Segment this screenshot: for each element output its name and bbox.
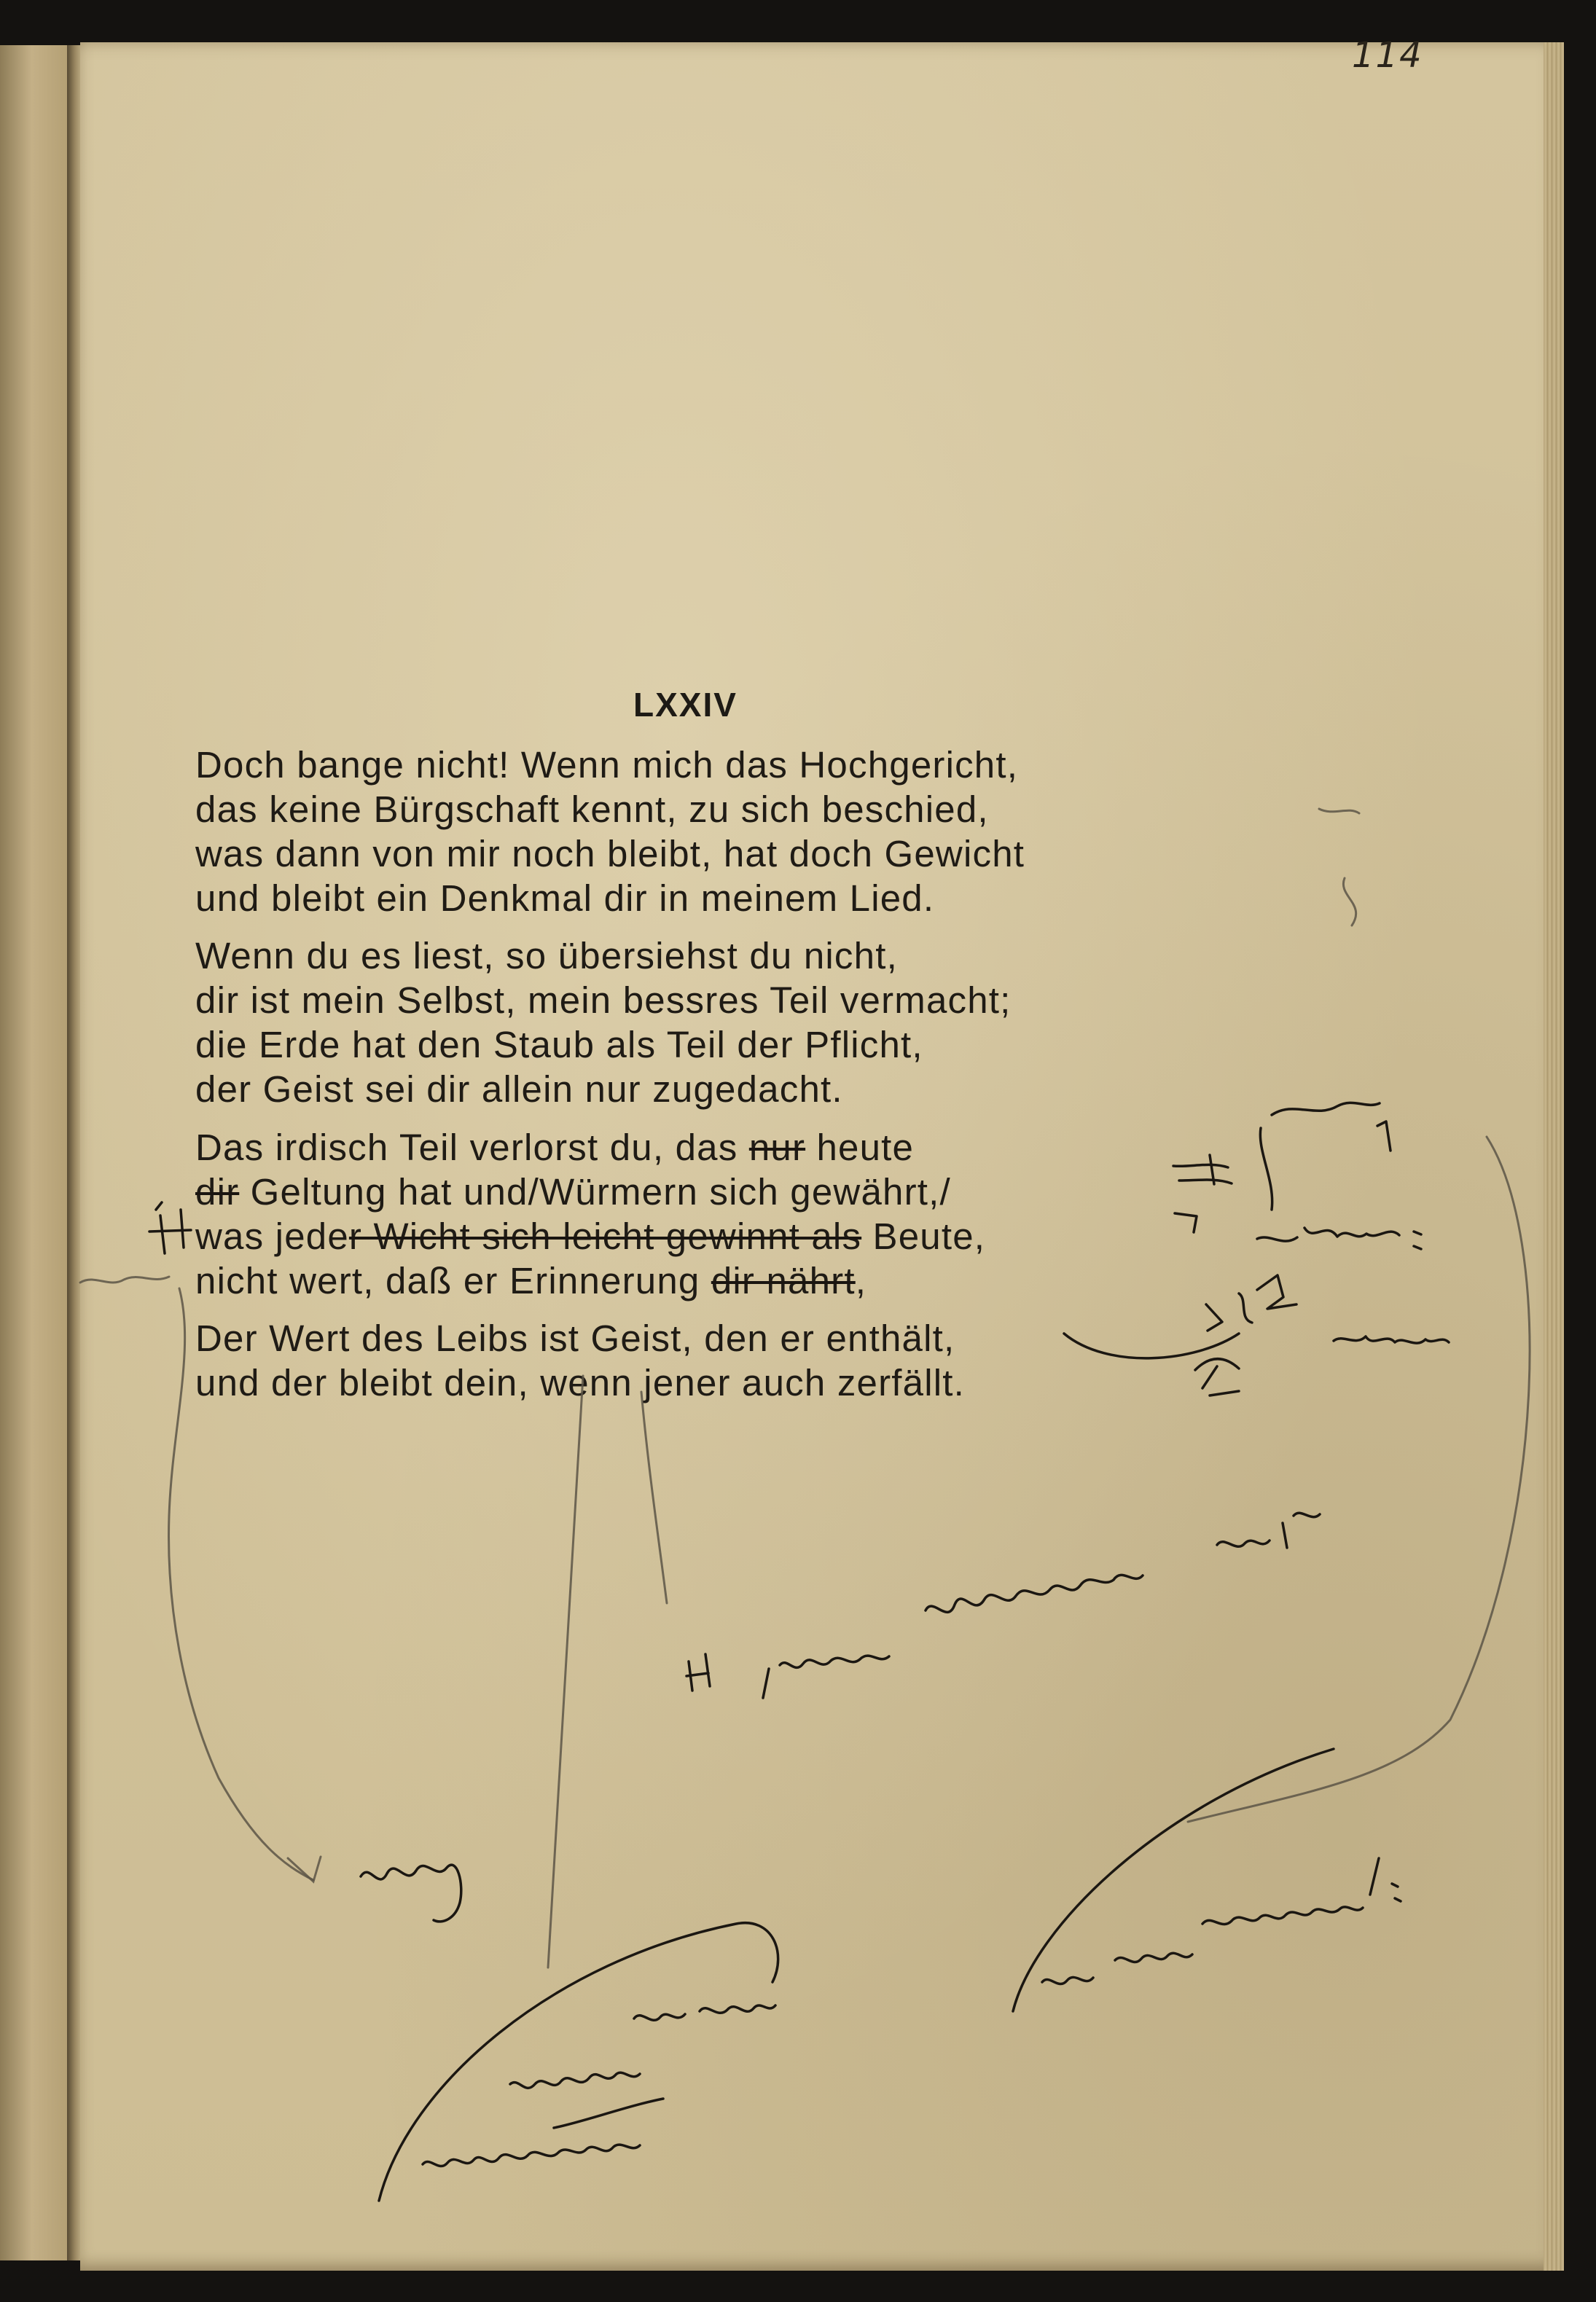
verse-line-annotated: [195, 1214, 985, 1258]
stanza-3: [195, 1125, 985, 1303]
verse-text: nicht wert, daß er Erinnerung: [195, 1260, 711, 1301]
page-edge-stack: [1544, 42, 1564, 2271]
verse-line-annotated: [195, 1170, 985, 1214]
verse-line: Der Wert des Leibs ist Geist, den er enthält,: [195, 1318, 955, 1359]
struck-word: nur: [748, 1127, 806, 1168]
facing-page-edge: [0, 45, 70, 2260]
verse-line: was dann von mir noch bleibt, hat doch Gewicht: [195, 833, 1025, 874]
verse-text: Beute,: [861, 1215, 986, 1257]
verse-text: Geltung hat und/Würmern sich gewährt,/: [239, 1171, 951, 1213]
verse-line: der Geist sei dir allein nur zugedacht.: [195, 1068, 843, 1110]
verse-line: und bleibt ein Denkmal dir in meinem Lied.: [195, 877, 935, 919]
verse-line: dir ist mein Selbst, mein bessres Teil vermacht;: [195, 979, 1012, 1021]
struck-word: dir nährt: [711, 1260, 856, 1301]
verse-line-annotated: [195, 1125, 985, 1170]
verse-text: heute: [805, 1127, 915, 1168]
verse-line: die Erde hat den Staub als Teil der Pflicht,: [195, 1024, 923, 1065]
struck-word: r Wicht sich leicht gewinnt als: [348, 1215, 862, 1257]
verse-line: und der bleibt dein, wenn jener auch zerfällt.: [195, 1362, 966, 1403]
verse-line: das keine Bürgschaft kennt, zu sich beschied,: [195, 788, 989, 830]
struck-word: dir: [195, 1171, 240, 1213]
verse-line-annotated: [195, 1258, 985, 1303]
folio-number: 114: [1352, 35, 1423, 76]
verse-text: ,: [855, 1260, 867, 1301]
poem-number: LXXIV: [633, 686, 738, 724]
stanza-1: [195, 743, 1025, 920]
verse-line: Wenn du es liest, so übersiehst du nicht,: [195, 935, 898, 976]
stanza-2: [195, 933, 1012, 1111]
verse-line: Doch bange nicht! Wenn mich das Hochgericht,: [195, 744, 1019, 786]
stanza-4: [195, 1316, 965, 1405]
verse-text: Das irdisch Teil verlorst du, das: [195, 1127, 749, 1168]
verse-text: was jede: [195, 1215, 349, 1257]
